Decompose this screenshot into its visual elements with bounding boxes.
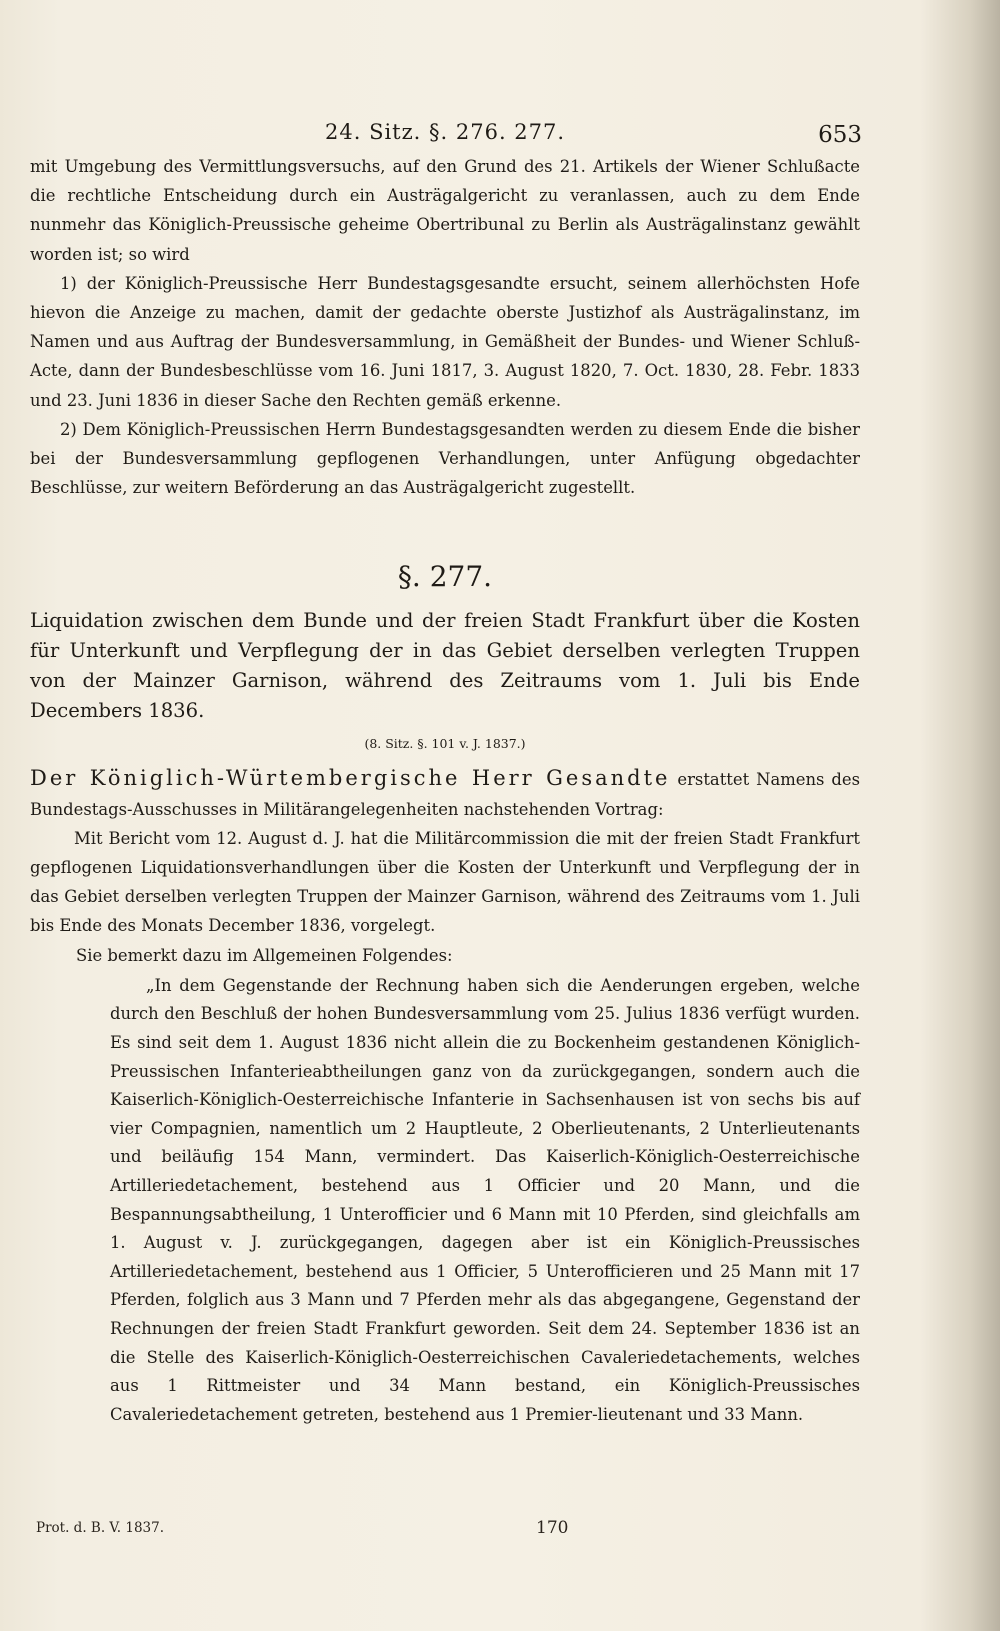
quoted-report: „In dem Gegenstande der Rechnung haben sich die Aenderungen ergeben, welche durch den Beschluß der hohen Bundesversammlung vom 25. Julius 1836 verfügt wurden. Es sind seit dem 1. August 1836 nicht allein die zu Bockenheim gestandenen Königlich-Preussischen Infanterieabtheilungen ganz von da zurückgegangen, sondern auch die Kaiserlich-Königlich-Oesterreichische Infanterie in Sachsenhausen ist von sechs bis auf vier Compagnien, namentlich um 2 Hauptleute, 2 Oberlieutenants, 2 Unterlieutenants und beiläufig 154 Mann, vermindert. Das Kaiserlich-Königlich-Oesterreichische Artilleriedetachement, bestehend aus 1 Officier und 20 Mann, und die Bespannungsabtheilung, 1 Unterofficier und 6 Mann mit 10 Pferden, sind gleichfalls am 1. August v. J. zurückgegangen, dagegen aber ist ein Königlich-Preussisches Artilleriedetachement, bestehend aus 1 Officier, 5 Unterofficieren und 25 Mann mit 17 Pferden, folglich aus 3 Mann und 7 Pferden mehr als das abgegangene, Gegenstand der Rechnungen der freien Stadt Frankfurt geworden. Seit dem 24. September 1836 ist an die Stelle des Kaiserlich-Königlich-Oesterreichischen Cavaleriedetachements, welches aus 1 Rittmeister und 34 Mann bestand, ein Königlich-Preussisches Cavaleriedetachement getreten, bestehend aus 1 Premier-lieutenant und 33 Mann. [110, 975, 860, 1424]
page-footer [36, 1520, 836, 1544]
spacer [30, 502, 860, 560]
continued-paragraph: mit Umgebung des Vermittlungsversuchs, auf den Grund des 21. Artikels der Wiener Schlußacte die rechtliche Entscheidung durch ein Austrägalgericht zu veranlassen, auch zu dem Ende nunmehr das Königlich-Preussische geheime Obertribunal zu Berlin als Austrägalinstanz gewählt worden ist; so wird [30, 157, 860, 264]
section-title: Liquidation zwischen dem Bunde und der freien Stadt Frankfurt über die Kosten für Unterkunft und Verpflegung der in das Gebiet derselben verlegten Truppen von der Mainzer Garnison, während des Zeitraums vom 1. Juli bis Ende Decembers 1836. [30, 609, 860, 723]
sheet-number: 170 [536, 1518, 569, 1538]
signature-mark: Prot. d. B. V. 1837. [36, 1520, 165, 1536]
opening-rest: erstattet Namens des Bundestags-Ausschusses in Militärangelegenheiten nachstehenden Vortrag: [30, 770, 860, 819]
section-number: §. 277. [397, 560, 493, 594]
document-page [30, 120, 860, 1429]
page-header [30, 120, 860, 152]
opening-paragraph [30, 764, 860, 823]
page-number: 653 [818, 122, 862, 148]
resolution-item-2: 2) Dem Königlich-Preussischen Herrn Bundestagsgesandten werden zu diesem Ende die bisher bei der Bundesversammlung gepflogenen Verhandlungen, unter Anfügung obgedachter Beschlüsse, zur weitern Beförderung an das Austrägalgericht zugestellt. [30, 419, 860, 498]
resolution-item-1: 1) der Königlich-Preussische Herr Bundestagsgesandte ersucht, seinem allerhöchsten Hofe hievon die Anzeige zu machen, damit der gedachte oberste Justizhof als Austrägalinstanz, im Namen und aus Auftrag der Bundesversammlung, in Gemäßheit der Bundes- und Wiener Schluß-Acte, dann der Bundesbeschlüsse vom 16. Juni 1817, 3. August 1820, 7. Oct. 1830, 28. Febr. 1833 und 23. Juni 1836 in dieser Sache den Rechten gemäß erkenne. [30, 273, 860, 410]
section-reference: (8. Sitz. §. 101 v. J. 1837.) [364, 736, 526, 752]
speaker-name: Der Königlich-Würtembergische Herr Gesandte [30, 766, 671, 791]
intro-line: Sie bemerkt dazu im Allgemeinen Folgendes: [76, 945, 453, 965]
running-head: 24. Sitz. §. 276. 277. [325, 120, 566, 144]
report-paragraph: Mit Bericht vom 12. August d. J. hat die Militärcommission die mit der freien Stadt Frankfurt gepflogenen Liquidationsverhandlungen über die Kosten der Unterkunft und Verpflegung der in das Gebiet derselben verlegten Truppen der Mainzer Garnison, während des Zeitraums vom 1. Juli bis Ende des Monats December 1836, vorgelegt. [30, 828, 860, 936]
